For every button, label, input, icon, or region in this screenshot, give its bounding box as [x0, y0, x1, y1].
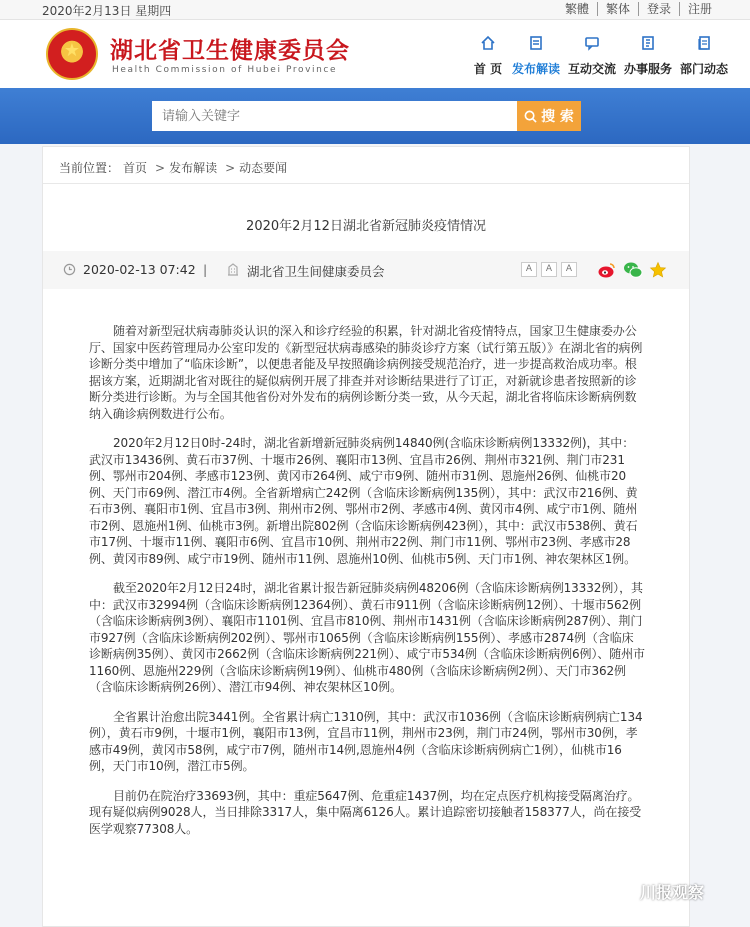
register-link[interactable]: 注册 — [679, 2, 720, 16]
breadcrumb-separator: > — [225, 161, 236, 175]
article-paragraph: 全省累计治愈出院3441例。全省累计病亡1310例，其中：武汉市1036例（含临床诊断病例病亡134例），黄石市9例，十堰市1例，襄阳市13例，宜昌市11例，荆州市23例，荆门市24例，鄂州市30例，孝感市49例，黄冈市58例，咸宁市7例，随州市14例,恩施州4例（含临床诊断病例病亡1例），仙桃市16例，天门市10例，潜江市5例。 — [89, 709, 643, 773]
search-band — [0, 88, 750, 144]
nav-release-interpretation[interactable] — [508, 34, 564, 77]
article-paragraph: 截至2020年2月12日24时，湖北省累计报告新冠肺炎病例48206例（含临床诊断病例13332例），其中：武汉市32994例（含临床诊断病例12364例）、黄石市911例（含临床诊断病例12例）、十堰市562例（含临床诊断病例3例）、襄阳市1101例、宜昌市810例、荆州市1431例（含临床诊断病例287例）、荆门市927例（含临床诊断病例202例）、鄂州市1065例（含临床诊断病例155例）、孝感市2874例（含临床诊断病例35例）、黄冈市2662例（含临床诊断病例221例）、咸宁市534例（含临床诊断病例6例）、随州市1160例、恩施州229例（含临床诊断病例19例）、仙桃市480例（含临床诊断病例2例）、天门市362例（含临床诊断病例26例）、潜江市94例、神农架林区10例。 — [89, 581, 645, 694]
breadcrumb — [59, 159, 291, 176]
wechat-icon[interactable] — [623, 261, 643, 279]
search-icon — [524, 110, 537, 123]
share-bar — [597, 261, 667, 279]
top-bar — [0, 0, 750, 20]
building-icon — [226, 262, 240, 276]
main-nav — [468, 34, 732, 77]
meta-separator: | — [203, 262, 208, 277]
font-large-button[interactable]: A — [521, 262, 537, 277]
service-icon — [620, 34, 676, 52]
site-header — [0, 20, 750, 88]
breadcrumb-separator: > — [155, 161, 166, 175]
nav-services-label: 办事服务 — [623, 62, 672, 76]
article-title: 2020年2月12日湖北省新冠肺炎疫情情况 — [246, 219, 486, 234]
article-paragraph: 目前仍在院治疗33693例，其中：重症5647例、危重症1437例，均在定点医疗机构接受隔离治疗。现有疑似病例9028人，当日排除3317人，集中隔离6126人。累计追踪密切接触者158377人，尚在接受医学观察77308人。 — [89, 788, 642, 836]
search-input[interactable] — [152, 101, 518, 131]
site-subtitle: Health Commission of Hubei Province — [112, 65, 338, 75]
article-body — [89, 323, 645, 850]
breadcrumb-news[interactable]: 动态要闻 — [239, 161, 288, 175]
font-small-button[interactable]: A — [561, 262, 577, 277]
chat-icon — [564, 34, 620, 52]
watermark-text: 川报观察 — [640, 883, 705, 902]
article-paragraph: 2020年2月12日0时-24时，湖北省新增新冠肺炎病例14840例(含临床诊断病例13332例)，其中：武汉市13436例、黄石市37例、十堰市26例、襄阳市13例、宜昌市26例、荆州市321例、荆门市231例、鄂州市204例、孝感市123例、黄冈市264例、咸宁市9例、随州市31例、恩施州26例、仙桃市20例、天门市69例、潜江市4例。全省新增病亡242例（含临床诊断病例135例），其中：武汉市216例、黄石市3例、襄阳市1例、宜昌市3例、荆州市2例、鄂州市2例、孝感市4例、黄冈市4例、咸宁市1例、随州市2例、恩施州1例、仙桃市3例。新增出院802例（含临床诊断病例423例），其中：武汉市538例、黄石市17例、十堰市11例、襄阳市6例、宜昌市10例、荆州市22例、荆门市11例、鄂州市23例、孝感市28例、黄冈市89例、咸宁市19例、随州市11例、恩施州10例、仙桃市5例、天门市1例、神农架林区1例。 — [89, 436, 638, 566]
nav-home[interactable] — [468, 34, 508, 77]
font-medium-button[interactable]: A — [541, 262, 557, 277]
watermark — [614, 880, 704, 903]
document-icon — [508, 34, 564, 52]
nav-release-label: 发布解读 — [511, 62, 560, 76]
nav-department-label: 部门动态 — [679, 62, 728, 76]
clock-icon — [63, 263, 76, 276]
publish-time: 2020-02-13 07:42 — [83, 262, 196, 277]
search-button-label: 搜 索 — [541, 109, 574, 125]
home-icon — [468, 34, 508, 52]
article-meta — [43, 251, 689, 289]
favorite-star-icon[interactable] — [649, 261, 667, 279]
link-traditional-2[interactable]: 繁体 — [597, 2, 638, 16]
article-card — [42, 146, 690, 927]
font-size-controls — [521, 262, 577, 277]
weibo-icon[interactable] — [597, 261, 617, 279]
breadcrumb-release[interactable]: 发布解读 — [169, 161, 218, 175]
nav-services[interactable] — [620, 34, 676, 77]
national-emblem-icon[interactable]: ★ — [46, 28, 98, 80]
nav-home-label: 首 页 — [473, 62, 503, 76]
nav-department-news[interactable] — [676, 34, 732, 77]
nav-interaction[interactable] — [564, 34, 620, 77]
login-link[interactable]: 登录 — [638, 2, 679, 16]
search-button[interactable] — [517, 101, 581, 131]
site-title[interactable]: 湖北省卫生健康委员会 — [110, 37, 350, 64]
news-icon — [676, 34, 732, 52]
article-source: 湖北省卫生间健康委员会 — [247, 264, 385, 279]
top-links — [557, 2, 720, 16]
breadcrumb-prefix: 当前位置： — [59, 161, 120, 175]
current-date: 2020年2月13日 星期四 — [42, 4, 172, 18]
divider — [43, 183, 689, 184]
wechat-watermark-icon — [614, 883, 636, 901]
article-paragraph: 随着对新型冠状病毒肺炎认识的深入和诊疗经验的积累，针对湖北省疫情特点，国家卫生健康委办公厅、国家中医药管理局办公室印发的《新型冠状病毒感染的肺炎诊疗方案（试行第五版）》在湖北省的病例诊断分类中增加了“临床诊断”，以便患者能及早按照确诊病例接受规范治疗，进一步提高救治成功率。根据该方案，近期湖北省对既往的疑似病例开展了排查并对诊断结果进行了订正，对新就诊患者按照新的诊断分类进行诊断。为与全国其他省份对外发布的病例诊断分类一致，从今天起，湖北省将临床诊断病例数纳入确诊病例数进行公布。 — [89, 324, 643, 421]
link-traditional-1[interactable]: 繁體 — [564, 2, 589, 16]
nav-interaction-label: 互动交流 — [567, 62, 616, 76]
breadcrumb-home[interactable]: 首页 — [123, 161, 148, 175]
